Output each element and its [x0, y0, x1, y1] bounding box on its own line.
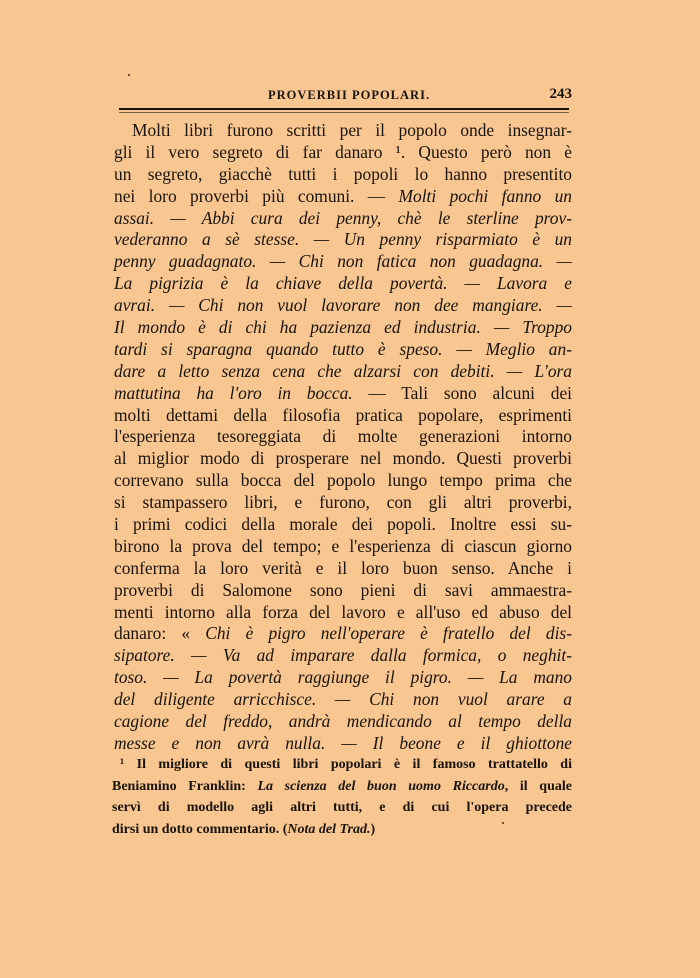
body-line — [114, 426, 572, 448]
body-text: Molti pochi fanno un — [398, 185, 572, 206]
body-line — [114, 164, 572, 186]
page-header — [112, 86, 572, 106]
body-text: si stampassero libri, e furono, con gli altri proverbi, — [114, 492, 572, 513]
body-text: tardi si sparagna quando tutto è speso. — Meglio an- — [114, 338, 572, 359]
paper-speck — [128, 74, 130, 76]
body-text: vederanno a sè stesse. — Un penny risparmiato è un — [114, 229, 572, 250]
footnote-text: dirsi un dotto commentario. ( — [112, 821, 288, 837]
body-line — [114, 514, 572, 536]
body-text: Molti libri furono scritti per il popolo onde insegnar- — [132, 120, 572, 140]
body-text: assai. — Abbi cura dei penny, chè le sterline prov- — [114, 207, 572, 228]
body-line — [114, 142, 572, 164]
body-text: proverbi di Salomone sono pieni di savi ammaestra- — [114, 579, 572, 600]
body-text: mattutina ha l'oro in bocca. — [114, 382, 353, 403]
body-line — [114, 295, 572, 317]
footnote-text: ) — [370, 821, 376, 837]
header-rule — [119, 108, 569, 110]
footnote-line — [112, 776, 572, 798]
body-text: avrai. — Chi non vuol lavorare non dee mangiare. — — [114, 295, 572, 316]
footnote-text: Beniamino Franklin: — [112, 778, 258, 794]
body-text: del diligente arricchisce. — Chi non vuol arare a — [114, 689, 572, 710]
body-line — [114, 733, 572, 755]
body-text: danaro: « — [114, 623, 206, 644]
footnote-text: Nota del Trad. — [287, 821, 371, 837]
body-line — [114, 317, 572, 339]
body-line — [114, 405, 572, 427]
main-text — [114, 120, 572, 755]
running-title: PROVERBII POPOLARI. — [268, 88, 431, 102]
body-text: conferma la loro verità e il loro buon senso. Anche i — [114, 557, 572, 578]
footnote-text: , il quale — [504, 778, 572, 794]
body-line — [114, 470, 572, 492]
body-line — [114, 339, 572, 361]
body-line — [114, 711, 572, 733]
page-number: 243 — [549, 86, 572, 102]
body-line — [114, 273, 572, 295]
body-text: l'esperienza tesoreggiata di molte generazioni intorno — [114, 426, 572, 447]
body-line — [114, 120, 572, 142]
body-text: penny guadagnato. — Chi non fatica non guadagna. — — [114, 251, 572, 272]
body-text: dare a letto senza cena che alzarsi con debiti. — L'ora — [114, 360, 572, 381]
body-text: nei loro proverbi più comuni. — — [114, 185, 399, 206]
footnote-text: ¹ Il migliore di questi libri popolari è il famoso trattatello di — [120, 757, 572, 772]
footnote-text: La scienza del buon uomo Riccardo — [257, 778, 505, 794]
paper-speck — [502, 822, 504, 824]
body-text: cagione del freddo, andrà mendicando al tempo della — [114, 711, 572, 732]
body-line — [114, 251, 572, 273]
body-text: messe e non avrà nulla. — Il beone e il ghiottone — [114, 732, 572, 753]
body-text: gli il vero segreto di far danaro ¹. Questo però non è — [114, 141, 572, 162]
header-rule-thin — [119, 112, 569, 113]
body-line — [114, 623, 572, 645]
body-line — [114, 645, 572, 667]
body-text: Il mondo è di chi ha pazienza ed industria. — Troppo — [114, 317, 572, 338]
body-line — [114, 229, 572, 251]
body-text: birono la prova del tempo; e l'esperienza di ciascun giorno — [114, 535, 572, 556]
body-text: correvano sulla bocca del popolo lungo tempo prima che — [114, 470, 572, 491]
body-text: al miglior modo di prosperare nel mondo. Questi proverbi — [114, 448, 572, 469]
body-line — [114, 208, 572, 230]
body-line — [114, 186, 572, 208]
body-line — [114, 667, 572, 689]
body-text: — Tali sono alcuni dei — [352, 382, 572, 403]
footnote-line — [112, 754, 572, 776]
body-line — [114, 580, 572, 602]
body-text: sipatore. — Va ad imparare dalla formica, o neghit- — [114, 645, 572, 666]
body-text: toso. — La povertà raggiunge il pigro. — La mano — [114, 667, 572, 688]
body-line — [114, 448, 572, 470]
body-line — [114, 383, 572, 405]
footnote — [112, 754, 572, 840]
body-text: molti dettami della filosofia pratica popolare, esprimenti — [114, 404, 572, 425]
footnote-line — [112, 797, 572, 819]
footnote-text: servì di modello agli altri tutti, e di cui l'opera precede — [112, 800, 572, 815]
body-text: menti intorno alla forza del lavoro e all'uso ed abuso del — [114, 601, 572, 622]
body-line — [114, 689, 572, 711]
body-text: un segreto, giacchè tutti i popoli lo hanno presentito — [114, 163, 572, 184]
body-text: La pigrizia è la chiave della povertà. — Lavora e — [114, 273, 572, 294]
body-line — [114, 361, 572, 383]
body-line — [114, 558, 572, 580]
body-text: i primi codici della morale dei popoli. Inoltre essi su- — [114, 514, 572, 535]
body-line — [114, 536, 572, 558]
body-text: Chi è pigro nell'operare è fratello del dis- — [205, 623, 572, 644]
body-line — [114, 492, 572, 514]
body-line — [114, 602, 572, 624]
